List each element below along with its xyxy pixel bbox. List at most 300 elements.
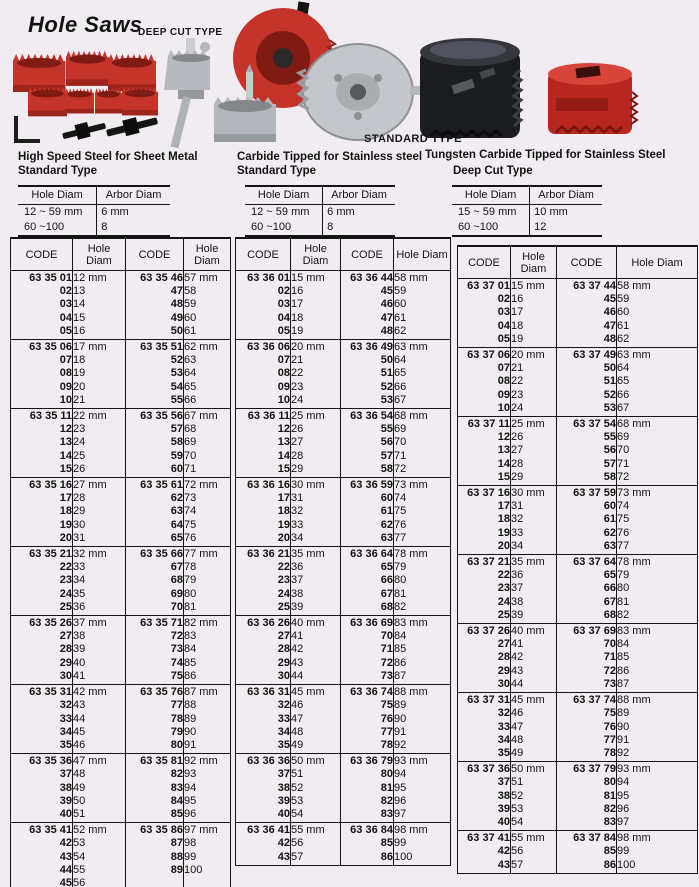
code-cell: 30 <box>59 669 72 682</box>
hole-diam-cell: 19 <box>73 367 126 380</box>
code-cell: 04 <box>277 311 290 324</box>
table-row <box>236 285 451 298</box>
code-cell: 63 35 41 <box>11 823 73 838</box>
table-row <box>11 657 231 670</box>
code-cell: 63 35 56 <box>126 409 184 424</box>
code-cell: 63 37 59 <box>557 486 617 501</box>
table-row <box>236 492 451 505</box>
table-row <box>458 624 698 639</box>
hole-diam-cell: 94 <box>394 768 451 781</box>
table-row <box>458 609 698 624</box>
code-cell: 07 <box>277 354 290 367</box>
table-row <box>458 402 698 417</box>
hole-diam-cell: 100 <box>617 859 698 874</box>
code-cell: 63 36 49 <box>341 340 394 355</box>
table-row <box>458 389 698 402</box>
table-row <box>11 505 231 518</box>
hole-diam-cell: 88 <box>184 699 231 712</box>
table-row <box>236 616 451 631</box>
table-row <box>458 762 698 777</box>
table-row <box>11 547 231 562</box>
code-cell: 13 <box>59 436 72 449</box>
code-cell: 15 <box>59 462 72 475</box>
code-cell: 61 <box>557 513 617 526</box>
hole-diam-cell: 92 <box>394 739 451 754</box>
code-cell: 72 <box>126 630 184 643</box>
code-cell: 38 <box>277 781 290 794</box>
hole-diam-cell: 99 <box>394 837 451 850</box>
code-cell: 42 <box>59 837 72 850</box>
code-cell: 28 <box>277 643 290 656</box>
code-cell: 63 37 84 <box>557 831 617 846</box>
hole-diam-cell: 82 <box>617 609 698 624</box>
code-cell: 33 <box>497 720 510 733</box>
hole-diam-cell: 26 <box>73 463 126 478</box>
hole-diam-cell: 57 <box>511 859 557 874</box>
code-cell: 63 35 66 <box>126 547 184 562</box>
hole-diam-cell: 27 <box>291 436 341 449</box>
code-cell: 14 <box>59 449 72 462</box>
spec-cell: 10 mm <box>530 205 602 221</box>
hole-diam-cell: 54 <box>511 816 557 831</box>
section-title-line1: Carbide Tipped for Stainless steel <box>237 151 423 163</box>
table-row <box>458 803 698 816</box>
black-hole-saw-photo <box>420 38 521 138</box>
hole-diam-cell: 96 <box>184 808 231 823</box>
hole-diam-cell: 42 mm <box>73 685 126 700</box>
code-cell: 47 <box>126 285 184 298</box>
code-cell: 65 <box>557 569 617 582</box>
section-title-line1: High Speed Steel for Sheet Metal <box>18 151 198 163</box>
code-cell: 63 35 01 <box>11 271 73 286</box>
hole-diam-cell: 85 <box>184 657 231 670</box>
table-row <box>11 354 231 367</box>
hole-diam-cell: 36 <box>73 601 126 616</box>
table-row <box>236 354 451 367</box>
code-cell: 67 <box>557 596 617 609</box>
table-row <box>11 808 231 823</box>
hole-diam-cell: 44 <box>511 678 557 693</box>
hole-diam-cell: 28 <box>291 450 341 463</box>
code-cell: 43 <box>277 850 290 863</box>
hole-diam-cell: 23 <box>73 423 126 436</box>
code-cell: 52 <box>557 389 617 402</box>
table-row <box>236 436 451 449</box>
hole-diam-cell: 75 <box>394 505 451 518</box>
code-cell: 63 37 21 <box>458 555 511 570</box>
code-cell: 76 <box>341 713 394 726</box>
code-cell: 47 <box>557 320 617 333</box>
code-cell: 14 <box>277 449 290 462</box>
hole-diam-cell: 44 <box>73 713 126 726</box>
hole-diam-cell: 53 <box>291 795 341 808</box>
table-row <box>11 367 231 380</box>
hole-diam-cell: 32 <box>511 513 557 526</box>
hole-diam-cell: 60 <box>394 298 451 311</box>
hole-diam-cell: 83 <box>184 630 231 643</box>
hole-diam-cell: 38 <box>511 596 557 609</box>
diam-spec-table <box>452 185 602 237</box>
column-header-code: CODE <box>341 238 394 271</box>
table-row <box>236 768 451 781</box>
hole-diam-cell: 15 mm <box>511 279 557 294</box>
section-title-line2: Deep Cut Type <box>453 165 533 177</box>
table-row <box>236 713 451 726</box>
table-row <box>236 851 451 866</box>
code-cell: 63 35 11 <box>11 409 73 424</box>
code-cell: 57 <box>126 423 184 436</box>
code-cell: 48 <box>341 325 394 340</box>
code-cell: 39 <box>59 794 72 807</box>
hole-diam-cell: 68 mm <box>394 409 451 424</box>
hole-diam-cell: 80 <box>617 582 698 595</box>
hole-diam-cell: 17 <box>511 306 557 319</box>
code-cell: 45 <box>557 293 617 306</box>
code-cell: 63 36 74 <box>341 685 394 700</box>
code-cell: 05 <box>59 324 72 337</box>
table-row <box>11 325 231 340</box>
table-row <box>458 417 698 432</box>
hole-diam-cell: 25 mm <box>291 409 341 424</box>
hole-diam-cell: 64 <box>394 354 451 367</box>
hole-diam-cell: 55 <box>73 864 126 877</box>
hole-diam-cell: 97 <box>617 816 698 831</box>
hole-diam-cell: 29 <box>291 463 341 478</box>
hole-diam-cell: 100 <box>184 864 231 877</box>
hole-diam-cell: 90 <box>617 721 698 734</box>
column-header-code: CODE <box>458 246 511 279</box>
code-cell: 18 <box>497 513 510 526</box>
hole-diam-cell: 34 <box>291 532 341 547</box>
code-cell: 53 <box>126 367 184 380</box>
code-cell: 81 <box>341 782 394 795</box>
hole-diam-cell: 88 mm <box>394 685 451 700</box>
table-row <box>11 450 231 463</box>
hole-diam-cell: 21 <box>291 354 341 367</box>
table-row <box>236 450 451 463</box>
code-cell: 08 <box>497 375 510 388</box>
code-cell: 63 35 71 <box>126 616 184 631</box>
hole-diam-cell: 33 <box>511 527 557 540</box>
hole-diam-cell: 28 <box>511 458 557 471</box>
hole-diam-cell: 39 <box>291 601 341 616</box>
hole-diam-cell: 98 <box>184 837 231 850</box>
code-cell: 42 <box>277 837 290 850</box>
hole-diam-cell: 22 mm <box>73 409 126 424</box>
table-row <box>458 320 698 333</box>
table-row <box>458 790 698 803</box>
hole-diam-cell: 84 <box>617 638 698 651</box>
code-cell: 09 <box>59 380 72 393</box>
table-row <box>11 588 231 601</box>
hole-diam-cell: 38 <box>291 588 341 601</box>
hole-diam-cell: 27 mm <box>73 478 126 493</box>
hole-diam-cell: 91 <box>394 726 451 739</box>
code-cell: 52 <box>126 354 184 367</box>
code-cell: 63 37 49 <box>557 348 617 363</box>
code-cell: 33 <box>277 712 290 725</box>
table-row <box>458 816 698 831</box>
code-cell: 57 <box>341 450 394 463</box>
hole-diam-cell: 41 <box>511 638 557 651</box>
table-row <box>11 574 231 587</box>
code-cell: 63 35 61 <box>126 478 184 493</box>
hole-diam-cell: 52 mm <box>73 823 126 838</box>
hole-diam-cell: 34 <box>511 540 557 555</box>
hole-diam-cell: 51 <box>291 768 341 781</box>
code-cell: 24 <box>59 587 72 600</box>
code-cell: 70 <box>557 638 617 651</box>
code-cell: 02 <box>497 293 510 306</box>
table-row <box>236 463 451 478</box>
hole-diam-cell: 56 <box>73 877 126 887</box>
table-row <box>236 325 451 340</box>
code-cell: 17 <box>497 500 510 513</box>
code-cell: 17 <box>277 492 290 505</box>
hole-diam-cell: 42 <box>291 643 341 656</box>
table-row <box>11 726 231 739</box>
table-row <box>236 519 451 532</box>
hole-diam-cell: 80 <box>394 574 451 587</box>
code-cell: 63 37 11 <box>458 417 511 432</box>
column-header-hole-diam: Hole Diam <box>394 238 451 271</box>
hole-diam-cell: 86 <box>394 657 451 670</box>
spec-cell: 60 ~100 <box>458 221 499 233</box>
hole-diam-cell: 69 <box>184 436 231 449</box>
code-cell: 89 <box>126 864 184 877</box>
code-cell: 28 <box>497 651 510 664</box>
code-cell: 29 <box>59 656 72 669</box>
hole-diam-cell: 67 <box>617 402 698 417</box>
hole-diam-cell: 45 <box>73 726 126 739</box>
code-cell: 25 <box>59 600 72 613</box>
table-row <box>11 394 231 409</box>
hole-diam-cell: 20 mm <box>511 348 557 363</box>
hole-diam-cell: 79 <box>394 561 451 574</box>
hole-diam-cell: 30 mm <box>291 478 341 493</box>
hole-diam-cell: 37 <box>511 582 557 595</box>
table-row <box>11 340 231 355</box>
code-cell: 61 <box>341 505 394 518</box>
hole-diam-cell: 18 <box>73 354 126 367</box>
code-cell: 20 <box>59 531 72 544</box>
table-row <box>11 670 231 685</box>
code-cell: 80 <box>557 776 617 789</box>
hole-diam-cell: 84 <box>184 643 231 656</box>
hole-diam-cell: 56 <box>291 837 341 850</box>
table-row <box>458 540 698 555</box>
hole-diam-cell: 36 <box>511 569 557 582</box>
hole-diam-cell: 54 <box>291 808 341 823</box>
hole-diam-cell: 47 <box>291 713 341 726</box>
hole-diam-cell: 93 mm <box>617 762 698 777</box>
code-cell: 70 <box>341 630 394 643</box>
hole-diam-cell: 86 <box>617 665 698 678</box>
code-cell: 63 37 69 <box>557 624 617 639</box>
table-row <box>236 367 451 380</box>
hole-diam-cell: 48 <box>73 768 126 781</box>
section-tungsten <box>425 148 697 237</box>
code-cell: 63 36 44 <box>341 271 394 286</box>
hole-diam-cell: 33 <box>291 519 341 532</box>
code-cell: 22 <box>59 561 72 574</box>
hole-diam-cell: 92 <box>617 747 698 762</box>
code-cell: 08 <box>277 367 290 380</box>
hole-diam-cell: 89 <box>617 707 698 720</box>
code-cell: 48 <box>126 298 184 311</box>
code-cell: 40 <box>59 807 72 820</box>
code-cell: 04 <box>497 319 510 332</box>
hole-diam-cell: 73 mm <box>394 478 451 493</box>
hole-diam-cell: 92 mm <box>184 754 231 769</box>
code-cell: 29 <box>497 664 510 677</box>
hole-diam-cell: 31 <box>73 532 126 547</box>
spec-header-hole: Hole Diam <box>18 186 97 205</box>
spec-cell: 12 <box>530 220 602 236</box>
code-cell: 51 <box>341 367 394 380</box>
code-table-hss <box>10 237 231 887</box>
code-cell: 24 <box>277 587 290 600</box>
code-cell: 35 <box>277 738 290 751</box>
hole-diam-cell: 24 <box>73 436 126 449</box>
code-cell: 28 <box>59 643 72 656</box>
hole-diam-cell: 90 <box>394 713 451 726</box>
code-cell: 77 <box>341 726 394 739</box>
hole-diam-cell: 27 <box>511 444 557 457</box>
code-cell: 63 37 31 <box>458 693 511 708</box>
code-cell: 40 <box>497 815 510 828</box>
hole-diam-cell: 94 <box>617 776 698 789</box>
table-row <box>458 831 698 846</box>
hole-diam-cell: 30 <box>73 519 126 532</box>
column-header-hole-diam: Hole Diam <box>184 238 231 271</box>
hole-diam-cell: 93 mm <box>394 754 451 769</box>
hole-diam-cell: 85 <box>617 651 698 664</box>
table-row <box>458 306 698 319</box>
table-row <box>11 851 231 864</box>
column-header-code: CODE <box>11 238 73 271</box>
spec-header-hole: Hole Diam <box>245 186 323 205</box>
hole-diam-cell: 15 <box>73 312 126 325</box>
hole-diam-cell: 32 <box>291 505 341 518</box>
hole-diam-cell: 97 <box>394 808 451 823</box>
hole-diam-cell: 66 <box>394 381 451 394</box>
table-row <box>236 478 451 493</box>
table-row <box>11 463 231 478</box>
code-cell: 03 <box>59 298 72 311</box>
code-cell: 63 35 21 <box>11 547 73 562</box>
code-cell: 63 36 59 <box>341 478 394 493</box>
hole-diam-cell: 48 <box>511 734 557 747</box>
hole-diam-cell: 16 <box>291 285 341 298</box>
table-row <box>236 298 451 311</box>
code-cell: 63 37 54 <box>557 417 617 432</box>
code-cell: 29 <box>277 656 290 669</box>
hole-diam-cell: 89 <box>184 713 231 726</box>
hole-diam-cell: 30 mm <box>511 486 557 501</box>
code-cell: 09 <box>497 388 510 401</box>
code-cell: 77 <box>557 734 617 747</box>
code-cell: 37 <box>497 776 510 789</box>
table-row <box>11 823 231 838</box>
hole-diam-cell: 70 <box>184 450 231 463</box>
hole-diam-cell: 22 <box>291 367 341 380</box>
hole-diam-cell: 21 <box>511 362 557 375</box>
table-row <box>236 685 451 700</box>
hole-diam-cell: 53 <box>73 837 126 850</box>
table-row <box>458 596 698 609</box>
hole-diam-cell: 78 mm <box>617 555 698 570</box>
code-cell: 53 <box>341 394 394 409</box>
hole-diam-cell: 81 <box>184 601 231 616</box>
hole-diam-cell: 100 <box>394 851 451 866</box>
code-cell: 88 <box>126 851 184 864</box>
column-header-code: CODE <box>557 246 617 279</box>
table-row <box>11 630 231 643</box>
hole-diam-cell: 45 mm <box>291 685 341 700</box>
hole-diam-cell: 46 <box>73 739 126 754</box>
table-row <box>458 348 698 363</box>
table-row <box>236 754 451 769</box>
code-cell: 63 36 41 <box>236 823 291 838</box>
column-header-hole-diam: Hole Diam <box>617 246 698 279</box>
arbor-bit-icon <box>61 118 107 143</box>
hole-diam-cell: 95 <box>184 795 231 808</box>
code-cell: 65 <box>341 561 394 574</box>
table-row <box>236 547 451 562</box>
code-cell: 63 37 01 <box>458 279 511 294</box>
table-row <box>11 409 231 424</box>
hole-diam-cell: 81 <box>617 596 698 609</box>
hole-diam-cell: 83 mm <box>617 624 698 639</box>
code-cell: 12 <box>497 431 510 444</box>
hole-diam-cell: 77 <box>394 532 451 547</box>
code-cell: 50 <box>557 362 617 375</box>
hole-diam-cell: 80 <box>184 588 231 601</box>
code-cell: 60 <box>341 492 394 505</box>
code-cell: 80 <box>341 768 394 781</box>
code-cell: 32 <box>497 707 510 720</box>
hole-diam-cell: 41 <box>291 630 341 643</box>
table-row <box>458 431 698 444</box>
code-cell: 44 <box>59 863 72 876</box>
code-cell: 63 <box>557 540 617 555</box>
code-cell: 63 37 41 <box>458 831 511 846</box>
table-row <box>11 754 231 769</box>
code-cell: 77 <box>126 699 184 712</box>
table-row <box>11 271 231 286</box>
table-row <box>236 670 451 685</box>
code-cell: 78 <box>341 739 394 754</box>
hole-diam-cell: 94 <box>184 782 231 795</box>
hole-diam-cell: 68 mm <box>617 417 698 432</box>
code-cell: 34 <box>59 725 72 738</box>
code-cell: 63 <box>126 505 184 518</box>
code-cell: 86 <box>557 859 617 874</box>
code-cell: 62 <box>126 492 184 505</box>
code-cell: 13 <box>497 444 510 457</box>
code-cell: 63 35 46 <box>126 271 184 286</box>
hole-diam-cell: 40 <box>73 657 126 670</box>
hole-diam-cell: 98 mm <box>617 831 698 846</box>
code-cell: 63 35 86 <box>126 823 184 838</box>
spec-cell: 60 ~100 <box>251 221 292 233</box>
table-row <box>458 693 698 708</box>
table-row <box>236 312 451 325</box>
code-cell: 58 <box>557 471 617 486</box>
hole-diam-cell: 96 <box>394 795 451 808</box>
table-row <box>236 643 451 656</box>
